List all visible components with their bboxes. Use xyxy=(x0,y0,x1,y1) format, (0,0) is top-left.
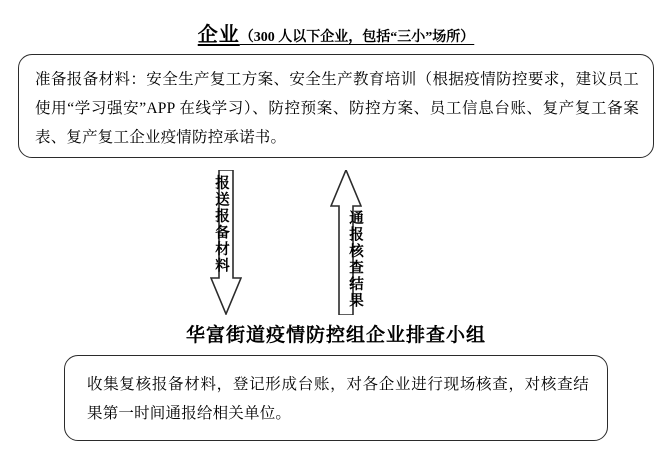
top-entity-title-main: 企业 xyxy=(197,24,240,46)
arrow-up-label: 通报核查结果 xyxy=(347,210,363,309)
bottom-process-box xyxy=(64,355,608,441)
bottom-entity-title: 华富街道疫情防控组企业排查小组 xyxy=(185,325,486,346)
top-entity-title-sub: （300 人以下企业，包括“三小”场所） xyxy=(239,30,475,45)
bottom-process-text: 收集复核报备材料，登记形成台账，对各企业进行现场核查，对核查结果第一时间通报给相关单位。 xyxy=(87,376,589,422)
top-process-box xyxy=(18,54,654,158)
arrow-down-label: 报送报备材料 xyxy=(213,175,229,274)
top-process-text: 准备报备材料：安全生产复工方案、安全生产教育培训（根据疫情防控要求，建议员工使用“学习强安”APP 在线学习）、防控预案、防控方案、员工信息台账、复产复工备案表、复产复工企业疫情防控承诺书。 xyxy=(35,71,639,146)
top-entity-title xyxy=(0,18,672,47)
